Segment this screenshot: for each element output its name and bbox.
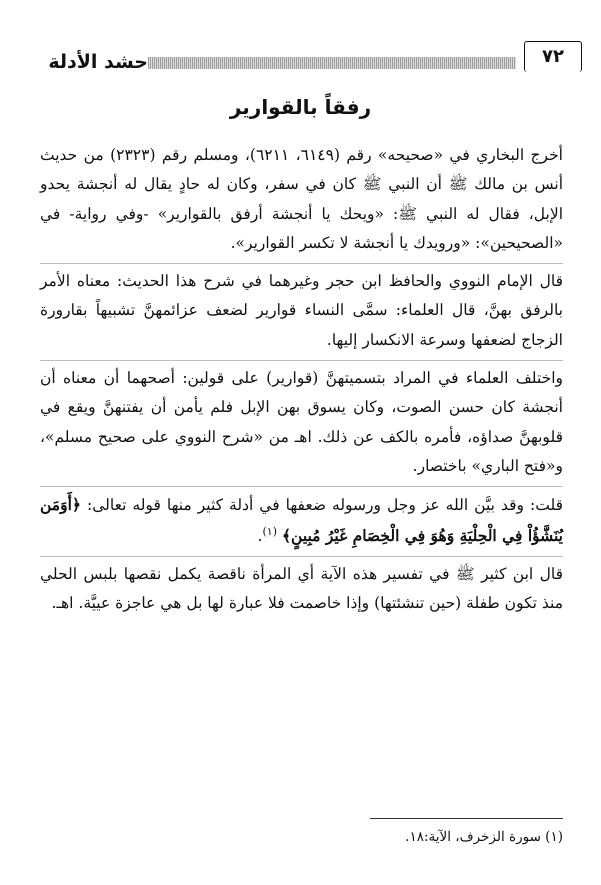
section-title: رفقاً بالقوارير bbox=[229, 95, 372, 119]
paragraph-ibn-kathir: قال ابن كثير ﷺ في تفسير هذه الآية أي المرأة ناقصة يكمل نقصها بلبس الحلي منذ تكون طفلة (حين تنشئتها) وإذا خاصمت فلا عبارة لها بل هي عاجزة عييَّة. اهـ. bbox=[40, 564, 563, 613]
body-text bbox=[40, 138, 563, 623]
paragraph-hadith: أخرج البخاري في «صحيحه» رقم (٦١٤٩، ٦٢١١)، ومسلم رقم (٢٣٢٣) من حديث أنس بن مالك ﷺ أن النبي ﷺ كان في سفر، وكان له حادٍ يقال له أنجشة يحدو الإبل، فقال له النبي ﷺ: «ويحك يا أنجشة أرفق بالقوارير» -وفي رواية- في «الصحيحين»: «ورويدك يا أنجشة لا تكسر القوارير». bbox=[40, 138, 563, 264]
footnote: (١) سورة الزخرف، الآية:١٨. bbox=[405, 829, 563, 845]
quran-verse: ﴿أَوَمَن يُنَشَّؤُاْ فِي الْحِلْيَةِ وَهُوَ فِي الْخِصَامِ غَيْرُ مُبِينٍ﴾ bbox=[40, 495, 563, 545]
paragraph-quran-evidence bbox=[40, 487, 563, 557]
header-decorative-band bbox=[148, 57, 516, 69]
footnote-divider bbox=[370, 818, 563, 819]
footnote-marker[interactable]: (١) bbox=[262, 524, 277, 538]
book-title: حشد الأدلة bbox=[48, 51, 148, 73]
paragraph-nawawi-commentary: قال الإمام النووي والحافظ ابن حجر وغيرهما في شرح هذا الحديث: معناه الأمر بالرفق بهنَّ، قال العلماء: سمَّى النساء قوارير لضعف عزائمهنَّ تشبيهاً بقارورة الزجاج لضعفها وسرعة الانكسار إليها. bbox=[40, 264, 563, 361]
paragraph-text-end: . bbox=[257, 526, 263, 545]
paragraph-scholars-opinion: واختلف العلماء في المراد بتسميتهنَّ (قوارير) على قولين: أصحهما أن معناه أن أنجشة كان حسن الصوت، وكان يسوق بهن الإبل فلم يأمن أن يفتنهنَّ ويقع في قلوبهنَّ صداؤه، فأمره بالكف عن ذلك. اهـ من «شرح النووي على صحيح مسلم»، و«فتح الباري» باختصار. bbox=[40, 361, 563, 487]
running-header bbox=[28, 47, 588, 81]
paragraph-text: قلت: وقد بيَّن الله عز وجل ورسوله ضعفها في أدلة كثير منها قوله تعالى: bbox=[80, 496, 563, 515]
page-number: ٧٢ bbox=[524, 41, 582, 72]
